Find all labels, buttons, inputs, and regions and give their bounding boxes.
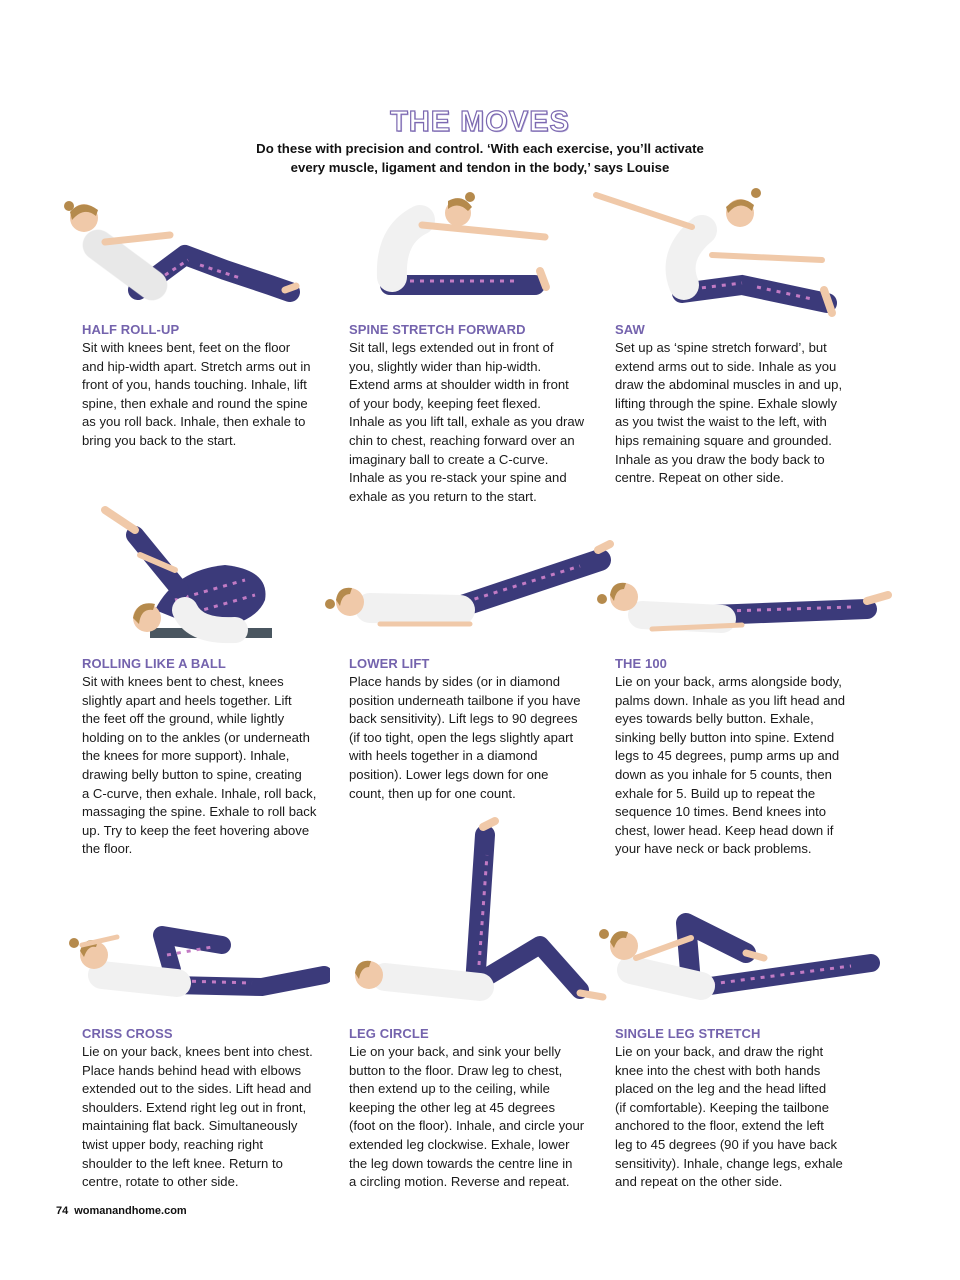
description-line: Lie on your back, knees bent into chest. [82,1044,313,1059]
description-line: Sit with knees bent, feet on the floor [82,340,291,355]
description-line: exhale for 5. Build up to repeat the [615,785,816,801]
intro-line: Do these with precision and control. ‘With each exercise, you’ll activate [256,141,704,156]
description-line: leg to 45 degrees (90 if you have back [615,1136,838,1152]
exercise-description [349,673,601,803]
rolling-like-a-ball-photo [95,500,280,645]
description-line: (foot on the floor). Inhale, and circle your [349,1118,585,1134]
description-line: chin to chest, reaching forward over an [349,432,575,448]
description-line: the leg down towards the centre line in [349,1155,573,1171]
exercise-rolling-like-a-ball [82,654,334,859]
description-line: (if too tight, open the legs slightly apart [349,729,574,745]
exercise-single-leg-stretch [615,1024,867,1192]
description-line: eyes towards belly button. Exhale, [615,711,814,727]
description-line: sinking belly button into spine. Extend [615,729,835,745]
description-line: you, slightly wider than hip-width. [349,358,542,374]
description-line: the knees for more support). Inhale, [82,748,290,764]
description-line: Sit with knees bent to chest, knees [82,674,284,689]
description-line: Inhale as you draw the body back to [615,451,825,467]
description-line: shoulder to the left knee. Return to [82,1155,283,1171]
description-line: count, then up for one count. [349,785,516,801]
description-line: as you roll back. Inhale, then exhale to [82,414,306,430]
exercise-description [349,339,601,506]
description-line: exhale as you return to the start. [349,488,537,504]
description-line: the floor. [82,841,133,857]
website-url[interactable]: womanandhome.com [74,1205,187,1217]
description-line: maintaining flat back. Simultaneously [82,1118,298,1134]
description-line: Place hands behind head with elbows [82,1062,302,1078]
description-line: (if comfortable). Keeping the tailbone [615,1099,829,1115]
description-line: Set up as ‘spine stretch forward’, but [615,340,827,355]
exercise-description [615,1043,867,1192]
description-line: draw the abdominal muscles in and up, [615,377,843,393]
description-line: palms down. Inhale as you lift head and [615,692,846,708]
description-line: massaging the spine. Exhale to roll back [82,804,317,820]
saw-photo [592,185,850,320]
page-title: THE MOVES [390,106,570,138]
intro-line: every muscle, ligament and tendon in the body,’ says Louise [290,160,670,175]
description-line: hips remaining square and grounded. [615,432,832,448]
intro-text [0,139,960,177]
description-line: back sensitivity). Lift legs to 90 degrees [349,711,578,727]
page-footer [56,1205,187,1217]
exercise-title: SINGLE LEG STRETCH [615,1026,761,1041]
description-line: and hip-width apart. Stretch arms out in [82,358,311,374]
description-line: a circling motion. Reverse and repeat. [349,1174,570,1190]
description-line: the feet off the ground, while lightly [82,711,285,727]
description-line: bring you back to the start. [82,432,237,448]
exercise-title: SPINE STRETCH FORWARD [349,322,526,337]
description-line: and repeat on the other side. [615,1174,783,1190]
description-line: knee into the chest with both hands [615,1062,821,1078]
half-roll-up-photo [60,190,300,310]
exercise-title: LOWER LIFT [349,656,430,671]
exercise-lower-lift [349,654,601,803]
exercise-description [82,673,334,859]
description-line: anchored to the floor, extend the left [615,1118,824,1134]
description-line: as you twist the waist to the left, with [615,414,827,430]
description-line: Extend arms at shoulder width in front [349,377,569,393]
single-leg-stretch-photo [596,908,880,1013]
description-line: Lie on your back, and draw the right [615,1044,824,1059]
description-line: Place hands by sides (or in diamond [349,674,561,689]
exercise-description [82,1043,334,1192]
the-100-photo [592,565,897,645]
description-line: of your body, keeping feet flexed. [349,395,541,411]
description-line: centre. Repeat on other side. [615,470,784,486]
description-line: placed on the leg and the head lifted [615,1081,827,1097]
exercise-description [82,339,334,451]
description-line: extend arms out to side. Inhale as you [615,358,837,374]
description-line: Inhale as you re-stack your spine and [349,470,567,486]
description-line: holding on to the ankles (or underneath [82,729,310,745]
description-line: slightly apart and heels together. Lift [82,692,292,708]
lower-lift-photo [320,540,615,640]
exercise-title: LEG CIRCLE [349,1026,429,1041]
exercise-description [615,339,867,488]
page-number: 74 [56,1205,69,1217]
description-line: shoulders. Extend right leg out in front, [82,1099,307,1115]
exercise-description [615,673,867,859]
exercise-description [349,1043,601,1192]
criss-cross-photo [62,915,330,1015]
description-line: your have neck or back problems. [615,841,812,857]
description-line: Lie on your back, arms alongside body, [615,674,842,689]
description-line: drawing belly button to spine, creating [82,766,302,782]
description-line: lifting through the spine. Exhale slowly [615,395,837,411]
description-line: Inhale as you lift tall, exhale as you draw [349,414,585,430]
description-line: Lie on your back, and sink your belly [349,1044,561,1059]
description-line: sensitivity). Inhale, change legs, exhale [615,1155,843,1171]
exercise-title: HALF ROLL-UP [82,322,180,337]
description-line: centre, rotate to other side. [82,1174,239,1190]
description-line: with heels together in a diamond [349,748,538,764]
description-line: up. Try to keep the feet hovering above [82,822,310,838]
exercise-criss-cross [82,1024,334,1192]
description-line: front of you, hands touching. Inhale, lift [82,377,307,393]
description-line: position underneath tailbone if you have [349,692,581,708]
exercise-title: THE 100 [615,656,668,671]
spine-stretch-forward-photo [330,185,560,305]
exercise-half-roll-up [82,320,334,451]
description-line: extended leg clockwise. Exhale, lower [349,1136,570,1152]
description-line: chest, lower head. Keep head down if [615,822,834,838]
leg-circle-photo [345,815,610,1010]
description-line: imaginary ball to create a C-curve. [349,451,549,467]
exercise-spine-stretch-forward [349,320,601,506]
description-line: position). Lower legs down for one [349,766,549,782]
description-line: keeping the other leg at 45 degrees [349,1099,556,1115]
description-line: extended out to the sides. Lift head and [82,1081,312,1097]
description-line: button to the floor. Draw leg to chest, [349,1062,563,1078]
description-line: Sit tall, legs extended out in front of [349,340,554,355]
description-line: legs to 45 degrees, pump arms up and [615,748,840,764]
exercise-the-100 [615,654,867,859]
description-line: then extend up to the ceiling, while [349,1081,550,1097]
description-line: down as you inhale for 5 counts, then [615,766,832,782]
description-line: spine, then exhale and round the spine [82,395,308,411]
exercise-title: SAW [615,322,645,337]
description-line: twist upper body, reaching right [82,1136,263,1152]
description-line: sequence 10 times. Bend knees into [615,804,827,820]
exercise-title: ROLLING LIKE A BALL [82,656,226,671]
exercise-saw [615,320,867,488]
exercise-title: CRISS CROSS [82,1026,173,1041]
description-line: a C-curve, then exhale. Inhale, roll back, [82,785,317,801]
exercise-leg-circle [349,1024,601,1192]
